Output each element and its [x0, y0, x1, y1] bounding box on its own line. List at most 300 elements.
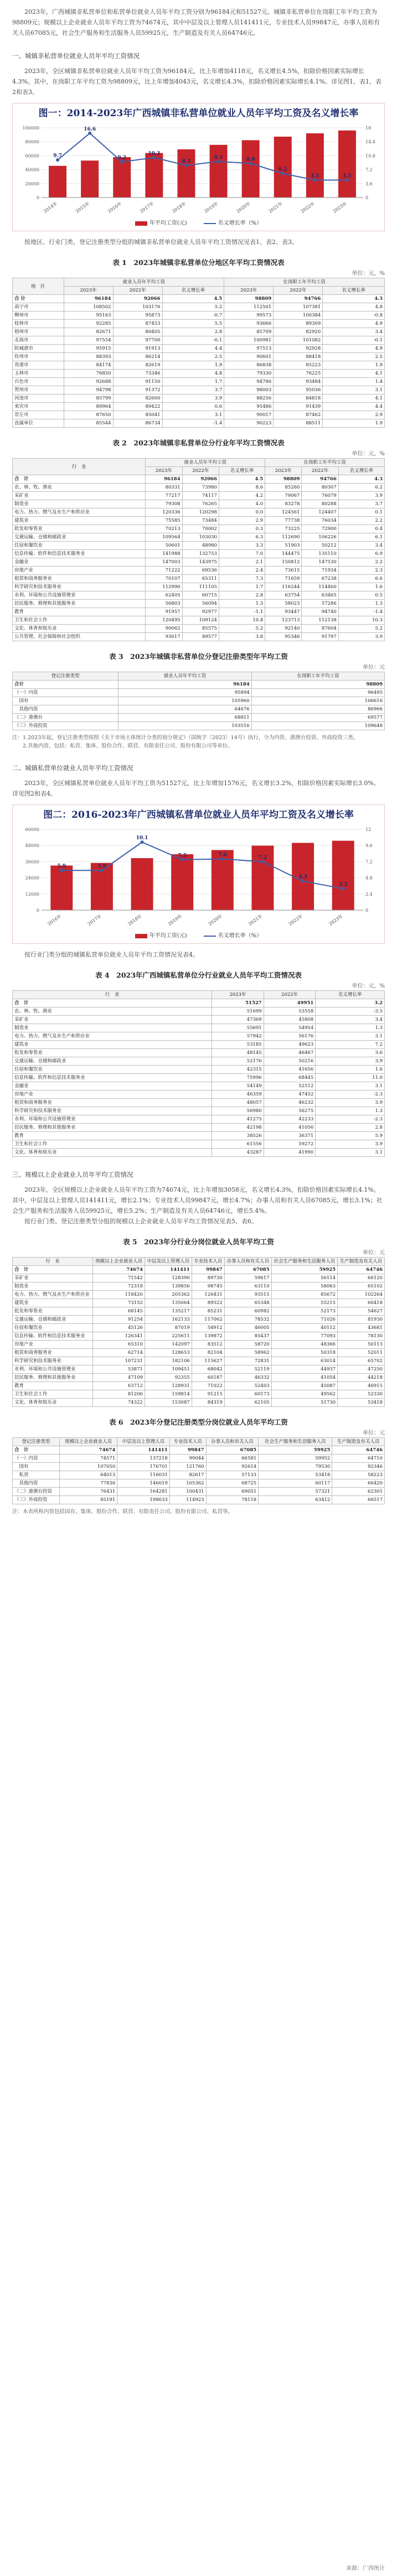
table-cell: 6.2 [338, 484, 384, 492]
y-tick-label: 20000 [25, 181, 39, 186]
table-cell: 100431 [169, 1488, 206, 1496]
table-row [13, 345, 385, 353]
table-row [13, 1455, 385, 1463]
table-cell: 98809 [251, 681, 384, 689]
table-cell: 82671 [64, 328, 113, 336]
table-row [13, 1382, 385, 1390]
table5 [12, 1257, 385, 1407]
table-cell: 4.3 [338, 475, 384, 484]
row-label: 贺州市 [13, 386, 64, 394]
table-cell: 89577 [182, 633, 219, 641]
table-row [13, 500, 385, 508]
table-cell: 86214 [113, 353, 162, 361]
row-label: 建筑业 [13, 1041, 212, 1049]
table-cell: 141411 [145, 1266, 192, 1274]
table-cell: 205362 [145, 1291, 192, 1299]
table-cell: 150812 [265, 558, 302, 567]
header-row [13, 991, 385, 999]
table2-title: 表 2 2023年城镇非私营单位分行业年平均工资情况表 [112, 439, 285, 447]
table1 [12, 278, 385, 428]
table-row [13, 1488, 385, 1496]
x-tick-label: 2019年 [167, 913, 183, 927]
table-cell: 94766 [302, 475, 338, 484]
table-cell: 91215 [192, 1390, 224, 1399]
row-label: 卫生和社会工作 [13, 616, 146, 625]
table-cell: 46359 [212, 1090, 264, 1099]
row-label: 住宿和餐饮业 [13, 542, 146, 550]
data-label: 3.2 [338, 882, 348, 888]
table-cell: 95894 [118, 689, 251, 697]
table-row [13, 320, 385, 328]
table-cell: 147003 [146, 558, 182, 567]
table-cell: 54149 [212, 1082, 264, 1090]
table-row [13, 1399, 385, 1407]
table-row [13, 1316, 385, 1324]
table-cell: 52176 [212, 1057, 264, 1066]
table-row [13, 328, 385, 336]
table-cell: 55215 [271, 1299, 337, 1307]
table-cell: 3.1 [316, 1082, 385, 1090]
table-cell: 62405 [146, 591, 182, 600]
table-cell: -2.3 [316, 1115, 385, 1124]
row-label: 电力、热力、燃气及水生产和供应业 [13, 508, 146, 517]
table-cell: 120495 [146, 616, 182, 625]
bar [49, 166, 66, 198]
table-cell: 7.0 [219, 550, 265, 558]
table-cell: 144475 [265, 550, 302, 558]
row-label: 科学研究和技术服务业 [13, 583, 146, 591]
table-cell: 82600 [113, 394, 162, 403]
y-tick-label: 48000 [25, 843, 39, 849]
table-cell: 135110 [302, 550, 338, 558]
y2-tick-label: 14.4 [365, 139, 375, 145]
table-row [13, 1365, 385, 1374]
column-header: 中层及以上管理人员 [117, 1438, 170, 1446]
table-cell: 71934 [302, 567, 338, 575]
column-header: 行 业 [13, 991, 212, 999]
table-cell: 50212 [302, 542, 338, 550]
bar [131, 858, 153, 910]
table-cell: 1.6 [338, 583, 384, 591]
column-header: 生产制造及有关人员 [338, 1258, 385, 1266]
row-label: 信息传输、软件和信息技术服务业 [13, 550, 146, 558]
row-label: 防城港市 [13, 345, 64, 353]
table-cell: 2.8 [219, 591, 265, 600]
table-cell: 0.1 [338, 508, 384, 517]
x-tick-label: 2021年 [267, 201, 283, 214]
table-cell: 102264 [338, 1291, 385, 1299]
chart2-legend [13, 928, 384, 943]
table-cell: 4.4 [162, 345, 224, 353]
table-cell: 1.3 [219, 600, 265, 608]
bar [332, 841, 354, 910]
table-cell: 86966 [251, 705, 384, 714]
table6 [12, 1437, 385, 1504]
column-header: 名义增长率 [219, 467, 265, 475]
section3-paragraph2: 按行业门类、登记注册类型分组的规模以上企业就业人员年平均工资情况见表5、表6。 [24, 1218, 257, 1225]
table-cell: 103176 [113, 303, 162, 311]
table-cell: 80331 [146, 484, 182, 492]
table-cell: 79330 [224, 370, 274, 378]
table-cell: 72900 [302, 525, 338, 533]
table-cell: 49562 [271, 1390, 337, 1399]
data-label: 5.9 [97, 864, 106, 870]
table-cell: 106226 [302, 533, 338, 542]
table-cell: 3.9 [338, 633, 384, 641]
table-cell: 41054 [271, 1374, 337, 1382]
table-row [13, 378, 385, 386]
table-cell: 42233 [264, 1115, 316, 1124]
table-cell: -0.8 [323, 311, 385, 320]
row-label: 房地产业 [13, 567, 146, 575]
table-cell: 58023 [265, 600, 302, 608]
table-cell: 50113 [338, 1341, 385, 1349]
table-cell: 4.8 [323, 303, 385, 311]
table-cell: 67085 [224, 1266, 271, 1274]
table-cell: 64676 [118, 705, 251, 714]
table-cell: 92614 [206, 1463, 259, 1471]
row-label: 水利、环境和公共设施管理业 [13, 591, 146, 600]
table-cell: 96495 [251, 689, 384, 697]
table-row [13, 583, 385, 591]
table-row [13, 558, 385, 567]
table-cell: 3.9 [338, 492, 384, 500]
table-cell: 53418 [259, 1471, 332, 1479]
row-label: 钦州市 [13, 353, 64, 361]
y2-tick-label: 0 [365, 195, 369, 200]
row-label: 其他内资 [13, 705, 118, 714]
y2-tick-label: 4.8 [365, 875, 373, 881]
chart1-svg [13, 120, 384, 214]
table-row [13, 403, 385, 411]
y2-tick-label: 10.8 [365, 153, 375, 159]
row-label: 电力、热力、燃气及水生产和供应业 [13, 1032, 212, 1041]
table-cell: 90601 [224, 353, 274, 361]
table-row [13, 697, 385, 705]
row-label: 房地产业 [13, 1341, 93, 1349]
section1-paragraph2: 按地区、行业门类、登记注册类型分组的城镇非私营单位就业人员年平均工资情况见表1、表2、表3。 [24, 238, 298, 246]
table-cell: 1.9 [323, 419, 385, 428]
table-cell: 109648 [251, 722, 384, 730]
table-row [13, 1082, 385, 1090]
table-row [13, 1324, 385, 1332]
chart2-legend-bar: 年平均工资(元) [135, 931, 187, 939]
table1-title: 表 1 2023年城镇非私营单位分地区年平均工资情况表 [112, 258, 285, 267]
table-row [13, 386, 385, 394]
bar [177, 149, 195, 198]
table-row [13, 1282, 385, 1291]
table-cell: 89522 [192, 1299, 224, 1307]
table-row [13, 1471, 385, 1479]
table-cell: 3.3 [219, 542, 265, 550]
x-tick-label: 2020年 [235, 201, 251, 214]
table-cell: 93484 [274, 378, 323, 386]
table-cell: 78532 [224, 1316, 271, 1324]
table-cell: 4.2 [219, 492, 265, 500]
table-cell: 76225 [274, 370, 323, 378]
table-cell: -0.1 [162, 336, 224, 345]
y-tick-label: 0 [36, 908, 39, 913]
y2-tick-label: 2.4 [365, 891, 373, 897]
column-group-header: 就业人员年平均工资 [146, 459, 265, 467]
table-cell: 94786 [224, 378, 274, 386]
table-cell: 107050 [59, 1463, 117, 1471]
row-label: 租赁和商务服务业 [13, 1349, 93, 1357]
table-cell: 72318 [93, 1282, 145, 1291]
row-label: 其他内资 [13, 1479, 60, 1488]
table-cell: 71542 [93, 1274, 145, 1282]
y-tick-label: 36000 [25, 859, 39, 865]
table-cell: 66581 [206, 1455, 259, 1463]
x-tick-label: 2022年 [300, 201, 316, 214]
table-cell: 45126 [93, 1324, 145, 1332]
table-cell: 3.2 [316, 999, 385, 1007]
table-cell: 92355 [145, 1374, 192, 1382]
table3-unit: 单位：元 [363, 664, 385, 671]
row-label: 信息传输、软件和信息技术服务业 [13, 1332, 93, 1341]
row-label: 信息传输、软件和信息技术服务业 [13, 1074, 212, 1082]
table-row [13, 1115, 385, 1124]
table-cell: 4.5 [162, 295, 224, 303]
table-cell: 100981 [224, 336, 274, 345]
row-label: 卫生和社会工作 [13, 1140, 212, 1149]
table-row [13, 550, 385, 558]
table-cell: 4.5 [219, 475, 265, 484]
column-header: 2022年 [302, 467, 338, 475]
table-cell: 2.9 [219, 517, 265, 525]
y-tick-label: 80000 [25, 139, 39, 145]
table-cell: 72831 [224, 1357, 271, 1365]
bar [145, 150, 163, 198]
table-row [13, 1149, 385, 1157]
table-cell: 88511 [274, 419, 323, 428]
bar [171, 854, 193, 910]
table-cell: 43681 [338, 1324, 385, 1332]
table-cell: 139856 [145, 1282, 192, 1291]
table-cell: 52119 [224, 1365, 271, 1374]
row-label: 金融业 [13, 1082, 212, 1090]
table-cell: 99847 [192, 1266, 224, 1274]
row-label: 交通运输、仓储和邮政业 [13, 533, 146, 542]
column-header: 名义增长率 [316, 991, 385, 999]
data-label: 9.3 [214, 154, 223, 160]
row-label: 崇左市 [13, 411, 64, 419]
data-label: 4.5 [343, 173, 352, 179]
table-cell: 115627 [192, 1357, 224, 1365]
column-header: 生产制造及有关人员 [332, 1438, 385, 1446]
table-cell: 108502 [64, 303, 113, 311]
table-cell: 99044 [169, 1455, 206, 1463]
table-row [13, 1446, 385, 1455]
table-cell: 86734 [113, 419, 162, 428]
row-label: 制造业 [13, 1024, 212, 1032]
table-cell: 2.2 [338, 517, 384, 525]
table-cell: 70107 [146, 575, 182, 583]
table-cell: 50601 [146, 542, 182, 550]
row-label: 采矿业 [13, 1016, 212, 1024]
row-label: 住宿和餐饮业 [13, 1066, 212, 1074]
column-header: 2023年 [64, 287, 113, 295]
data-label: 10.1 [136, 835, 148, 842]
table-cell: 97513 [224, 345, 274, 353]
table-row [13, 616, 385, 625]
table-cell: 78130 [338, 1332, 385, 1341]
table5-unit: 单位：元 [363, 1250, 385, 1256]
table-cell: 8.6 [219, 484, 265, 492]
column-header: 专业技术人员 [192, 1258, 224, 1266]
table-cell: 92977 [182, 608, 219, 616]
row-label: 租赁和商务服务业 [13, 575, 146, 583]
table-cell: 126341 [93, 1332, 145, 1341]
table-cell: 42315 [212, 1066, 264, 1074]
table-cell: 0.4 [338, 525, 384, 533]
table-cell: 4.1 [323, 394, 385, 403]
table-cell: 0.6 [162, 403, 224, 411]
row-label: 文化、体育和娱乐业 [13, 1149, 212, 1157]
table-cell: 77093 [271, 1332, 337, 1341]
table-cell: 46232 [264, 1099, 316, 1107]
table-cell: 6.1 [338, 533, 384, 542]
table-cell: 141411 [117, 1446, 170, 1455]
table3-title: 表 3 2023年城镇非私营单位分登记注册类型年平均工资 [109, 652, 288, 661]
column-header: 登记注册类型 [13, 672, 118, 681]
table-cell: 3.1 [162, 411, 224, 419]
table-cell: 85041 [113, 411, 162, 419]
y2-tick-label: 12 [365, 827, 372, 832]
table-cell: 58063 [271, 1282, 337, 1291]
table-cell: 3.1 [323, 386, 385, 394]
table1-unit: 单位：元，% [352, 271, 385, 277]
table-cell: 82619 [113, 361, 162, 370]
table-row [13, 633, 385, 641]
x-tick-label: 2022年 [287, 913, 304, 927]
row-label: 贵港市 [13, 361, 64, 370]
table-row [13, 542, 385, 550]
row-label: 水利、环境和公共设施管理业 [13, 1365, 93, 1374]
table-cell: 89309 [274, 320, 323, 328]
table-cell: 45808 [264, 1016, 316, 1024]
table-row [13, 567, 385, 575]
table-cell: 52512 [264, 1082, 316, 1090]
table-cell: 54954 [264, 1024, 316, 1032]
table-cell: 96184 [118, 681, 251, 689]
table-cell: 46467 [264, 1049, 316, 1057]
table-cell: 85437 [224, 1332, 271, 1341]
table-cell: 47250 [338, 1365, 385, 1374]
table-cell: 44218 [338, 1374, 385, 1382]
table-cell: 60187 [192, 1374, 224, 1382]
table-cell: 1.9 [323, 361, 385, 370]
table-cell: 45087 [271, 1382, 337, 1390]
table-row [13, 311, 385, 320]
table-cell: 74674 [93, 1266, 145, 1274]
table-cell: 2.4 [219, 567, 265, 575]
table-cell: 118420 [93, 1291, 145, 1299]
header-row [13, 287, 385, 295]
table-cell: 1.3 [316, 1024, 385, 1032]
row-label: 柳州市 [13, 311, 64, 320]
table-cell: 50318 [271, 1349, 337, 1357]
table-cell: 63412 [259, 1496, 332, 1504]
table-cell: 50216 [264, 1057, 316, 1066]
x-tick-label: 2017年 [86, 913, 103, 927]
table-cell: 95486 [224, 403, 274, 411]
y-tick-label: 60000 [25, 827, 39, 832]
table-cell: 92140 [265, 625, 302, 633]
table-row [13, 1124, 385, 1132]
table-cell: 2.8 [316, 1124, 385, 1132]
table-row [13, 1307, 385, 1316]
table-cell: 59952 [259, 1455, 332, 1463]
table-cell: 47369 [212, 1016, 264, 1024]
row-label: 制造业 [13, 500, 146, 508]
table-cell: 85799 [64, 394, 113, 403]
table-cell: 77217 [146, 492, 182, 500]
table-cell: 93515 [224, 1291, 271, 1299]
table-cell: 74117 [182, 492, 219, 500]
table-row [13, 1291, 385, 1299]
table-cell: 4.9 [323, 345, 385, 353]
row-label: 北海市 [13, 336, 64, 345]
table-cell: 143975 [182, 558, 219, 567]
column-header: 名义增长率 [338, 467, 384, 475]
table-cell: 6.9 [338, 550, 384, 558]
table-cell: 117062 [192, 1316, 224, 1324]
table-cell: 176701 [117, 1463, 170, 1471]
table-cell: 3.9 [316, 1099, 385, 1107]
table-cell: 4.1 [323, 370, 385, 378]
data-label: 6.2 [278, 167, 287, 173]
table-cell: 58962 [224, 1349, 271, 1357]
row-label: 金融业 [13, 558, 146, 567]
column-header: 2023年 [212, 991, 264, 999]
table-cell: 70213 [146, 525, 182, 533]
table-cell: 36371 [264, 1132, 316, 1140]
table-cell: 56176 [264, 1032, 316, 1041]
row-label: 河池市 [13, 394, 64, 403]
table-cell: 59925 [271, 1266, 337, 1274]
data-label: 16.6 [84, 126, 96, 132]
table-cell: 3.4 [323, 328, 385, 336]
x-tick-label: 2021年 [248, 913, 264, 927]
table-row [13, 1074, 385, 1082]
table-row [13, 689, 385, 697]
table-cell: 92285 [64, 320, 113, 328]
table-cell: 84174 [64, 361, 113, 370]
y2-tick-label: 3.6 [365, 181, 373, 186]
table-cell: 92928 [274, 345, 323, 353]
table-cell: 1.6 [316, 1066, 385, 1074]
table-cell: 2.3 [338, 567, 384, 575]
table-row [13, 714, 385, 722]
table-cell: 55691 [212, 1024, 264, 1032]
table-cell: 95915 [64, 345, 113, 353]
table-cell: 79067 [265, 492, 302, 500]
table-cell: 56803 [146, 600, 182, 608]
table-row [13, 1032, 385, 1041]
table-cell: 4.3 [323, 295, 385, 303]
row-label: （二）港澳台投资 [13, 1488, 60, 1496]
table-cell: 137218 [117, 1455, 170, 1463]
table-cell: 128390 [145, 1274, 192, 1282]
table-cell: 93666 [224, 320, 274, 328]
table-cell: 116031 [117, 1471, 170, 1479]
table-cell: 63712 [93, 1382, 145, 1390]
table3-notes [12, 734, 385, 750]
table-cell: 48145 [212, 1049, 264, 1057]
table-cell: 85231 [192, 1307, 224, 1316]
x-tick-label: 2016年 [107, 201, 123, 214]
